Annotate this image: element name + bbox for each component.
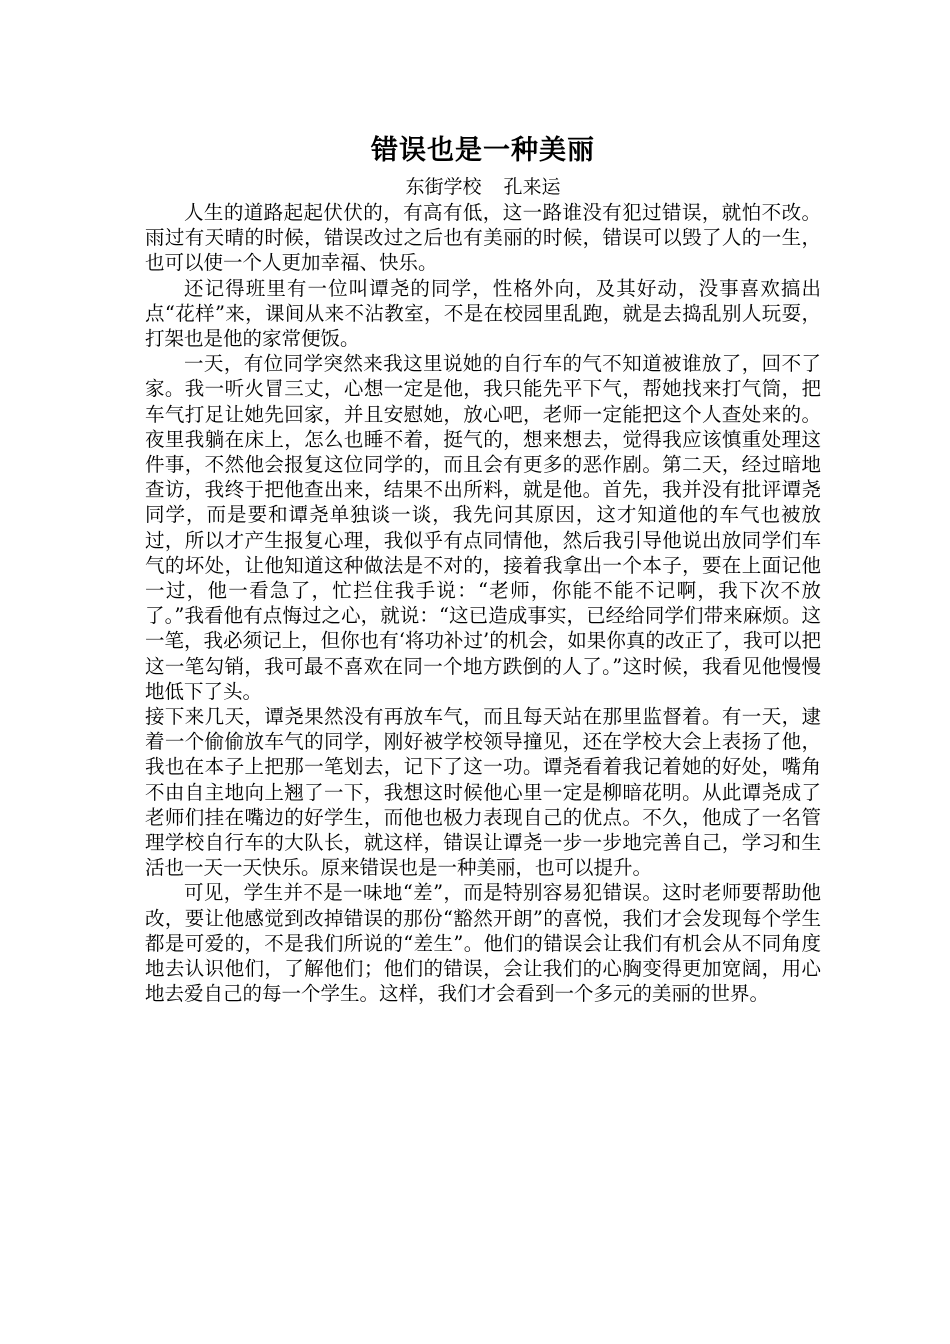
paragraph-5: 可见，学生并不是一味地“差”，而是特别容易犯错误。这时老师要帮助他改，要让他感觉到改掉错误的那份“豁然开朗”的喜悦，我们才会发现每个学生都是可爱的，不是我们所说的“差生”。他们的错误会让我们有机会从不同角度地去认识他们，了解他们；他们的错误，会让我们的心胸变得更加宽阔，用心地去爱自己的每一个学生。这样，我们才会看到一个多元的美丽的世界。 [145, 881, 821, 1006]
byline [145, 174, 821, 200]
document-title: 错误也是一种美丽 [371, 135, 595, 166]
paragraph-1: 人生的道路起起伏伏的，有高有低，这一路谁没有犯过错误，就怕不改。雨过有天晴的时候，错误改过之后也有美丽的时候，错误可以毁了人的一生，也可以使一个人更加幸福、快乐。 [145, 201, 821, 275]
paragraph-2: 还记得班里有一位叫谭尧的同学，性格外向，及其好动，没事喜欢搞出点“花样”来，课间从来不沾教室，不是在校园里乱跑，就是去捣乱别人玩耍，打架也是他的家常便饭。 [145, 276, 821, 351]
author-name: 孔来运 [503, 176, 561, 198]
paragraph-4: 接下来几天，谭尧果然没有再放车气，而且每天站在那里监督着。有一天，逮着一个偷偷放车气的同学，刚好被学校领导撞见，还在学校大会上表扬了他，我也在本子上把那一笔划去，记下了这一功。谭尧看着我记着她的好处，嘴角不由自主地向上翘了一下，我想这时候他心里一定是柳暗花明。从此谭尧成了老师们挂在嘴边的好学生，而他也极力表现自己的优点。不久，他成了一名管理学校自行车的大队长，就这样，错误让谭尧一步一步地完善自己，学习和生活也一天一天快乐。原来错误也是一种美丽，也可以提升。 [145, 705, 821, 880]
document-page [145, 130, 821, 1007]
paragraph-3: 一天，有位同学突然来我这里说她的自行车的气不知道被谁放了，回不了家。我一听火冒三丈，心想一定是他，我只能先平下气，帮她找来打气筒，把车气打足让她先回家，并且安慰她，放心吧，老师一定能把这个人查处来的。夜里我躺在床上，怎么也睡不着，挺气的，想来想去，觉得我应该慎重处理这件事，不然他会报复这位同学的，而且会有更多的恶作剧。第二天，经过暗地查访，我终于把他查出来，结果不出所料，就是他。首先，我并没有批评谭尧同学，而是要和谭尧单独谈一谈，我先问其原因，这才知道他的车气也被放过，所以才产生报复心理，我似乎有点同情他，然后我引导他说出放同学们车气的坏处，让他知道这种做法是不对的，接着我拿出一个本子，要在上面记他一过，他一看急了，忙拦住我手说：“老师，你能不能不记啊，我下次不放了。”我看他有点悔过之心，就说：“这已造成事实，已经给同学们带来麻烦。这一笔，我必须记上，但你也有‘将功补过’的机会，如果你真的改正了，我可以把这一笔勾销，我可最不喜欢在同一个地方跌倒的人了。”这时候，我看见他慢慢地低下了头。 [145, 352, 821, 703]
school-name: 东街学校 [405, 176, 482, 198]
